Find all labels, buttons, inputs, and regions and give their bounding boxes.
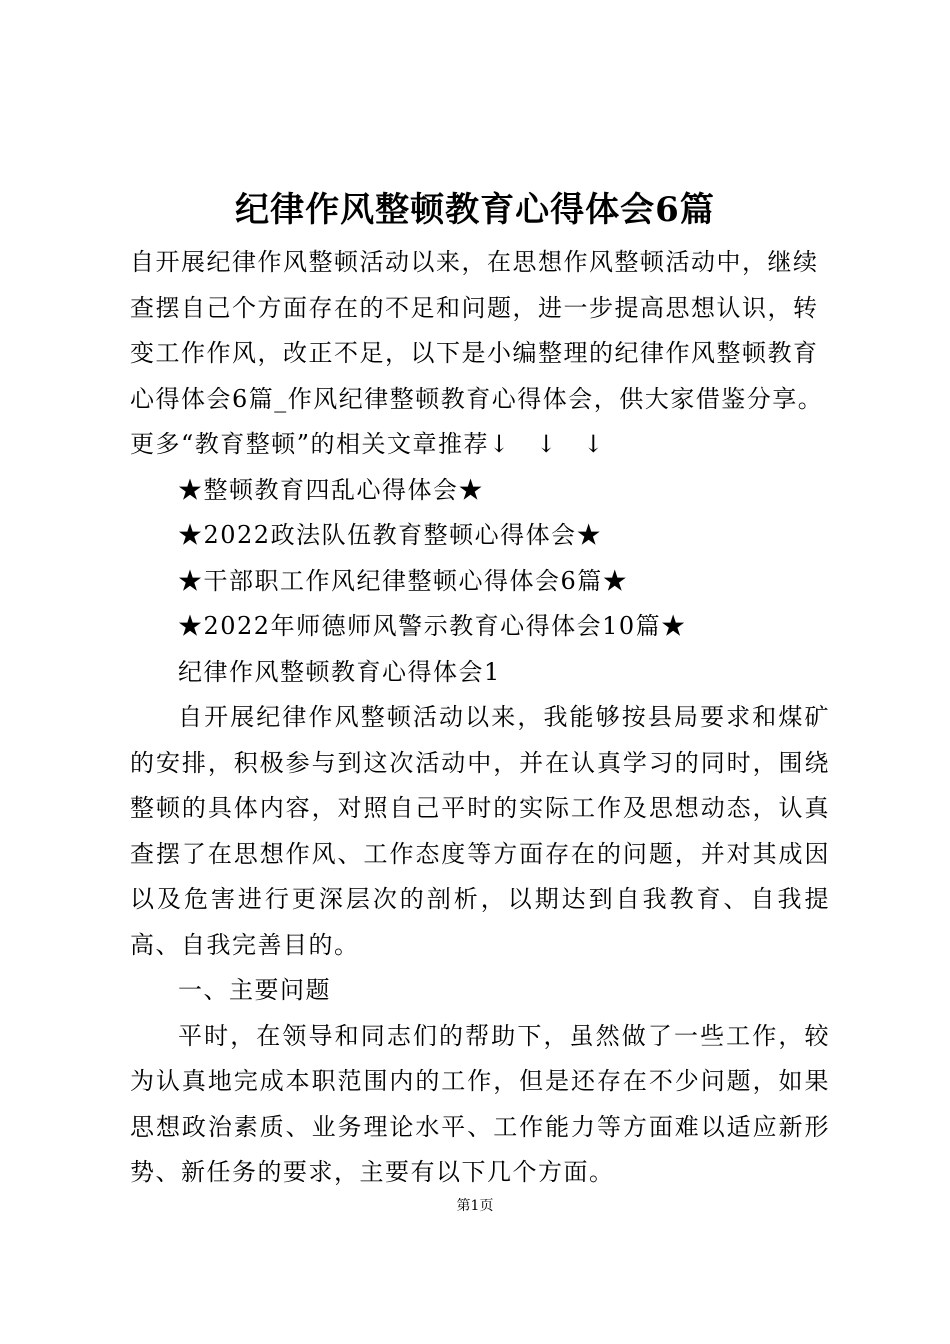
subheading: 一、主要问题 (178, 976, 331, 1004)
recommended-link[interactable]: ★干部职工作风纪律整顿心得体会6篇★ (178, 566, 629, 595)
body-paragraph: 平时，在领导和同志们的帮助下，虽然做了一些工作，较为认真地完成本职范围内的工作，但是还存在不少问题，如果思想政治素质、业务理论水平、工作能力等方面难以适应新形势、新任务的要求，主要有以下几个方面。 (130, 1021, 830, 1186)
intro-line: 变工作作风，改正不足，以下是小编整理的纪律作风整顿教育 (130, 339, 819, 367)
page-number: 第1页 (456, 1198, 494, 1214)
intro-line: 自开展纪律作风整顿活动以来，在思想作风整顿活动中，继续 (130, 248, 819, 276)
recommended-link[interactable]: ★2022年师德师风警示教育心得体会10篇★ (178, 612, 687, 640)
body-paragraph: 自开展纪律作风整顿活动以来，我能够按县局要求和煤矿的安排，积极参与到这次活动中，并在认真学习的同时，围绕整顿的具体内容，对照自己平时的实际工作及思想动态，认真查摆了在思想作风、工作态度等方面存在的问题，并对其成因以及危害进行更深层次的剖析，以期达到自我教育、自我提高、自我完善目的。 (130, 703, 830, 959)
recommended-link[interactable]: ★2022政法队伍教育整顿心得体会★ (178, 521, 603, 549)
recommended-link[interactable]: ★整顿教育四乱心得体会★ (178, 475, 484, 504)
document-body (130, 240, 830, 1196)
document-title: 纪律作风整顿教育心得体会6篇 (235, 190, 715, 230)
intro-line: 更多“教育整顿”的相关文章推荐↓ ↓ ↓ (130, 430, 605, 458)
intro-line: 心得体会6篇_作风纪律整顿教育心得体会，供大家借鉴分享。 (130, 384, 824, 413)
section-heading: 纪律作风整顿教育心得体会1 (178, 657, 501, 686)
intro-line: 查摆自己个方面存在的不足和问题，进一步提高思想认识，转 (130, 293, 819, 322)
